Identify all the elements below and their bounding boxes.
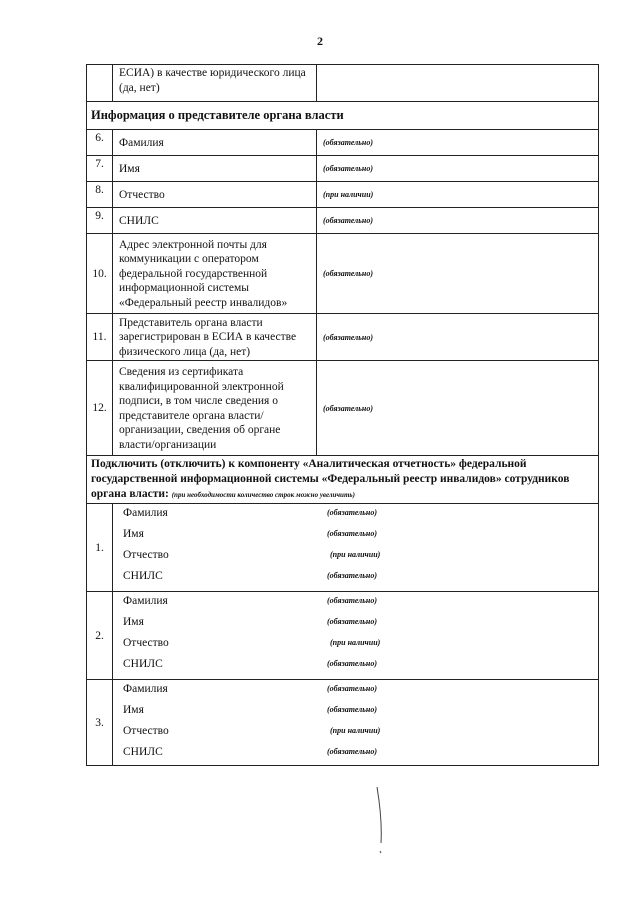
row-number (87, 65, 113, 101)
section-connect-note: (при необходимости количество строк можно увеличить) (171, 491, 355, 499)
row-number: 8. (87, 182, 113, 207)
field-value[interactable]: (обязательно) (327, 529, 378, 538)
field-value[interactable]: (обязательно) (327, 571, 378, 580)
row-number: 11. (87, 314, 113, 360)
row-label: СНИЛС (113, 208, 317, 233)
row-number: 10. (87, 234, 113, 313)
row-label: ЕСИА) в качестве юридического лица (да, нет) (113, 65, 317, 101)
field-value[interactable]: (обязательно) (327, 508, 378, 517)
table-row-patronymic (87, 181, 598, 207)
section-representative-title: Информация о представителе органа власти (87, 101, 598, 129)
field-label: СНИЛС (123, 746, 163, 758)
employee-group-3 (87, 679, 598, 765)
employee-group-2 (87, 591, 598, 679)
row-value[interactable] (317, 65, 598, 101)
field-value[interactable]: (обязательно) (327, 617, 378, 626)
table-row-certificate (87, 360, 598, 455)
field-label: Отчество (123, 549, 169, 561)
field-label: СНИЛС (123, 658, 163, 670)
field-label: Имя (123, 704, 144, 716)
field-label: Фамилия (123, 683, 168, 695)
row-number: 9. (87, 208, 113, 233)
page-number: 2 (317, 34, 323, 48)
section-connect (87, 455, 598, 503)
table-row-surname (87, 129, 598, 155)
row-value[interactable]: (обязательно) (323, 164, 374, 173)
row-value[interactable]: (обязательно) (323, 332, 374, 342)
table-row-esia-person (87, 313, 598, 360)
field-label: Имя (123, 616, 144, 628)
row-value[interactable]: (обязательно) (323, 138, 374, 147)
table-row-name (87, 155, 598, 181)
table-row-snils (87, 207, 598, 233)
field-label: Отчество (123, 725, 169, 737)
field-label: Фамилия (123, 595, 168, 607)
field-value[interactable]: (обязательно) (327, 684, 378, 693)
employee-group-1 (87, 503, 598, 591)
field-label: Отчество (123, 637, 169, 649)
field-value[interactable]: (при наличии) (330, 550, 381, 559)
table-row-email (87, 233, 598, 313)
field-value[interactable]: (обязательно) (327, 705, 378, 714)
row-value[interactable]: (обязательно) (323, 403, 374, 413)
row-label: Имя (113, 156, 317, 181)
row-value[interactable]: (обязательно) (323, 269, 374, 278)
field-label: СНИЛС (123, 570, 163, 582)
field-value[interactable]: (обязательно) (327, 747, 378, 756)
pen-mark (376, 785, 384, 855)
row-label: Отчество (113, 182, 317, 207)
table-row-esia-legal (87, 65, 598, 101)
row-number: 7. (87, 156, 113, 181)
field-value[interactable]: (при наличии) (330, 638, 381, 647)
field-value[interactable]: (обязательно) (327, 659, 378, 668)
field-value[interactable]: (обязательно) (327, 596, 378, 605)
row-label: Представитель органа власти зарегистрирован в ЕСИА в качестве физического лица (да, нет) (113, 314, 317, 360)
section-connect-title: Подключить (отключить) к компоненту «Аналитическая отчетность» федеральной государственной информационной системы «Федеральный реестр инвалидов» сотрудников органа власти: (91, 458, 570, 500)
field-label: Имя (123, 528, 144, 540)
row-label: Сведения из сертификата квалифицированной электронной подписи, в том числе сведения о представителе органа власти/организации, сведения об органе власти/организации (113, 361, 317, 455)
group-number: 3. (87, 680, 113, 765)
group-number: 1. (87, 504, 113, 591)
row-number: 6. (87, 130, 113, 155)
row-number: 12. (87, 361, 113, 455)
row-value[interactable]: (обязательно) (323, 216, 374, 225)
field-value[interactable]: (при наличии) (330, 726, 381, 735)
row-label: Фамилия (113, 130, 317, 155)
group-number: 2. (87, 592, 113, 679)
form-table (86, 64, 599, 766)
field-label: Фамилия (123, 507, 168, 519)
row-value[interactable]: (при наличии) (323, 190, 374, 199)
row-label: Адрес электронной почты для коммуникации с оператором федеральной государственной информационной системы «Федеральный реестр инвалидов» (113, 234, 317, 313)
